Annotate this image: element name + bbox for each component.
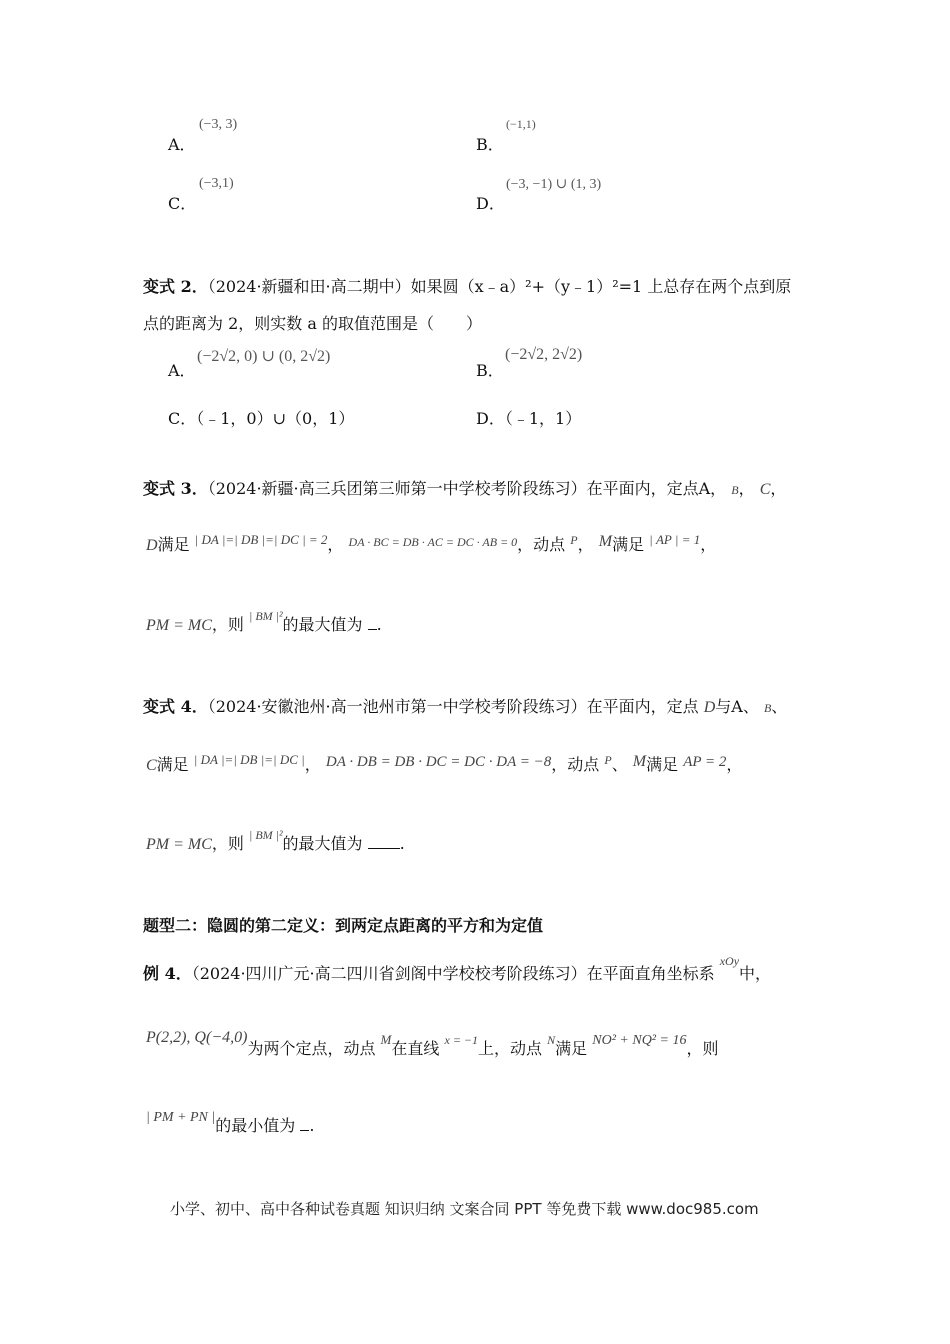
text: 中， xyxy=(739,964,772,983)
variant2-option-a-label: A． xyxy=(168,361,196,380)
text: 满足 xyxy=(646,755,679,774)
point-n: N xyxy=(547,1033,556,1047)
point-b: B xyxy=(731,483,739,497)
separator: ， xyxy=(738,479,755,498)
text: 满足 xyxy=(555,1039,588,1058)
text: ，动点 xyxy=(517,535,566,554)
example4-line1: （2024·四川广元·高二四川省剑阁中学校校考阶段练习）在平面直角坐标系 xyxy=(191,964,715,983)
section-title: 题型二：隐圆的第二定义：到两定点距离的平方和为定值 xyxy=(143,916,544,935)
punct: . xyxy=(309,1116,315,1135)
answer-blank xyxy=(368,848,400,849)
point-m: M xyxy=(380,1032,392,1047)
text: ， xyxy=(577,535,594,554)
math-bm-squared: | BM |² xyxy=(249,609,283,623)
variant3-line2 xyxy=(146,532,716,555)
math-ap: | AP | = 1 xyxy=(649,532,701,547)
text: 、 xyxy=(611,755,628,774)
text: ，则 xyxy=(211,615,244,634)
option-c-label: C． xyxy=(168,194,197,213)
text: 的最大值为 xyxy=(282,615,363,634)
answer-blank xyxy=(368,629,377,630)
text: ，则 xyxy=(211,834,244,853)
math-equal-lengths: | DA |=| DB |=| DC | xyxy=(193,752,305,767)
option-a-label: A． xyxy=(168,135,196,154)
math-dot-products: DA · BC = DB · AC = DC · AB = 0 xyxy=(348,535,518,549)
math-pm-pn: | PM + PN | xyxy=(146,1110,216,1125)
math-bm-squared: | BM |² xyxy=(249,828,283,842)
point-d: D xyxy=(146,537,158,554)
math-xoy: xOy xyxy=(719,954,740,968)
point-p: P xyxy=(604,753,612,767)
text: 上，动点 xyxy=(478,1039,543,1058)
variant2-option-a-value: (−2√2, 0) ∪ (0, 2√2) xyxy=(197,348,331,365)
option-c-value: (−3,1) xyxy=(199,176,234,191)
variant4-heading xyxy=(143,694,787,717)
variant4-line3 xyxy=(146,828,405,854)
punct: ， xyxy=(770,479,787,498)
example4-heading xyxy=(143,954,772,984)
answer-blank xyxy=(300,1130,309,1131)
math-line-x: x = −1 xyxy=(444,1033,479,1047)
text: ， xyxy=(700,535,717,554)
option-b-value: (−1,1) xyxy=(506,117,536,131)
punct: . xyxy=(376,615,382,634)
variant4-line2 xyxy=(146,752,742,775)
variant2-option-b-value: (−2√2, 2√2) xyxy=(505,346,583,363)
text: 满足 xyxy=(612,535,645,554)
text: ， xyxy=(327,535,344,554)
variant3-heading xyxy=(143,476,786,499)
variant3-line1: （2024·新疆·高三兵团第三师第一中学校考阶段练习）在平面内，定点A， xyxy=(207,479,727,498)
option-d-value: (−3, −1) ∪ (1, 3) xyxy=(506,177,602,192)
variant2-option-c: C．（﹣1，0）∪（0，1） xyxy=(168,409,355,428)
variant2-line2: 点的距离为 2，则实数 a 的取值范围是（ ） xyxy=(143,314,482,333)
variant2-option-d: D．（﹣1，1） xyxy=(476,409,582,428)
point-b: B xyxy=(763,701,772,715)
option-b-label: B． xyxy=(476,135,504,154)
math-ap: AP = 2 xyxy=(683,754,727,770)
text: 在直线 xyxy=(391,1039,440,1058)
option-d-label: D． xyxy=(476,194,505,213)
text: ， xyxy=(304,755,321,774)
text: ， xyxy=(726,755,743,774)
variant3-tag: 变式 3． xyxy=(143,479,208,498)
math-dot-products: DA · DB = DB · DC = DC · DA = −8 xyxy=(325,754,552,770)
text: 的最小值为 xyxy=(215,1116,296,1135)
punct: 、 xyxy=(771,697,788,716)
example4-line2 xyxy=(146,1029,719,1059)
point-c: C xyxy=(759,481,771,498)
point-m: M xyxy=(632,753,647,770)
text: 满足 xyxy=(157,535,190,554)
point-c: C xyxy=(146,757,157,774)
variant2-line1: （2024·新疆和田·高二期中）如果圆（x﹣a）²+（y﹣1）²=1 上总存在两个点到原 xyxy=(207,277,792,296)
text: 满足 xyxy=(156,755,189,774)
point-m: M xyxy=(598,533,613,550)
variant3-line3 xyxy=(146,609,382,635)
math-pm-mc: PM = MC xyxy=(146,836,212,853)
math-no-nq: NO² + NQ² = 16 xyxy=(592,1033,687,1048)
text: 的最大值为 xyxy=(282,834,363,853)
text: ，动点 xyxy=(551,755,600,774)
text: ，则 xyxy=(686,1039,719,1058)
math-equal-lengths: | DA |=| DB |=| DC | = 2 xyxy=(194,532,328,547)
math-points-pq: P(2,2), Q(−4,0) xyxy=(146,1029,248,1046)
variant4-line1: （2024·安徽池州·高一池州市第一中学校考阶段练习）在平面内，定点 xyxy=(207,697,699,716)
math-pm-mc: PM = MC xyxy=(146,617,212,634)
example4-line3 xyxy=(146,1110,315,1136)
page-footer: 小学、初中、高中各种试卷真题 知识归纳 文案合同 PPT 等免费下载 www.doc985.com xyxy=(170,1200,759,1218)
option-a-value: (−3, 3) xyxy=(199,117,238,132)
variant4-tag: 变式 4． xyxy=(143,697,208,716)
example4-tag: 例 4． xyxy=(143,964,192,983)
text: 为两个定点，动点 xyxy=(247,1039,376,1058)
variant2-tag: 变式 2． xyxy=(143,277,208,296)
punct: . xyxy=(399,834,405,853)
point-p: P xyxy=(570,533,578,547)
variant2-heading xyxy=(143,274,791,297)
variant2-option-b-label: B． xyxy=(476,361,504,380)
point-d: D xyxy=(703,699,716,716)
text: 与A、 xyxy=(715,697,759,716)
